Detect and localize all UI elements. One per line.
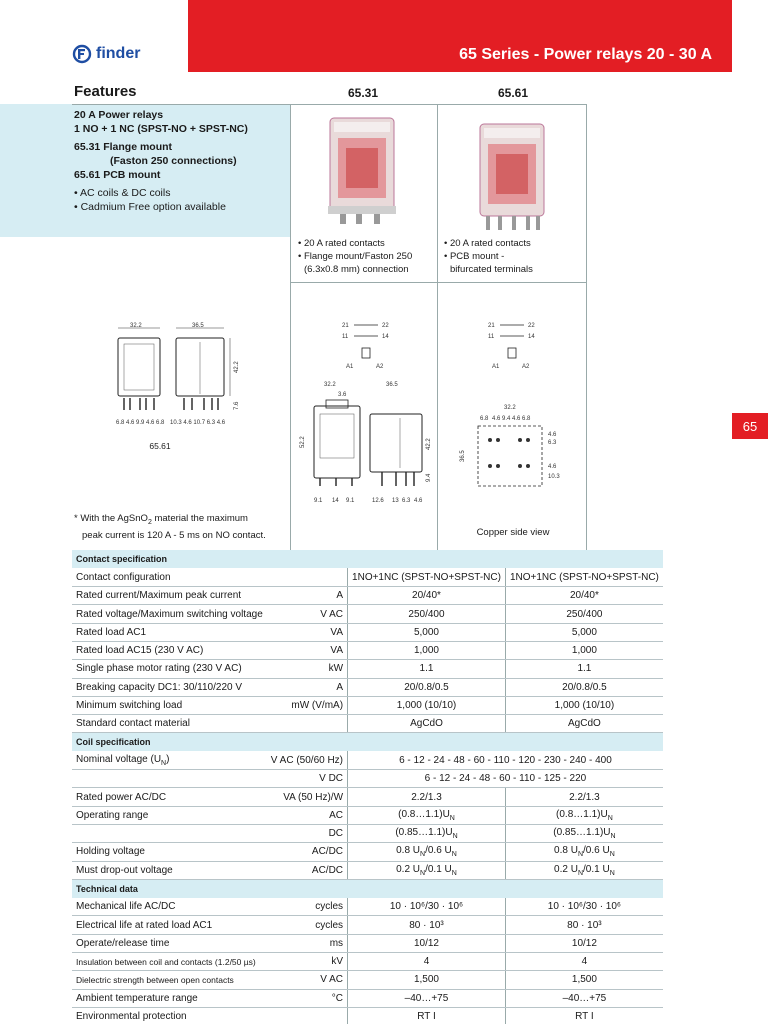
dim-label: 42.2 — [234, 361, 240, 373]
value-6561: 10 · 10⁶/30 · 10⁶ — [505, 898, 662, 916]
features-text — [74, 108, 248, 214]
value-both: 6 - 12 - 24 - 48 - 60 - 110 - 120 - 230 - 240 - 400 — [348, 751, 663, 769]
dim-label: 12.6 — [372, 498, 384, 504]
table-row — [72, 1007, 663, 1024]
value-6561: 0.2 $U_N/0.1$ $U_N$ — [505, 861, 662, 879]
dim-label: 4.6 — [548, 464, 557, 470]
value-6531: 20/0.8/0.5 — [348, 678, 506, 696]
row-label: Contact configuration — [72, 568, 267, 586]
row-unit: ms — [267, 934, 348, 952]
value-6531: $(0.8\dots 1.1)U_N$ — [348, 806, 506, 824]
row-unit: °C — [267, 989, 348, 1007]
section-tab: 65 — [732, 413, 768, 439]
dim-label: 52.2 — [300, 436, 306, 448]
table-row — [72, 641, 663, 659]
feature-line: 65.31 Flange mount — [74, 141, 173, 153]
row-unit: A — [267, 587, 348, 605]
row-label — [72, 824, 267, 842]
row-unit: VA — [267, 641, 348, 659]
terminal-label: 22 — [528, 323, 535, 329]
dim-label: 13 — [392, 498, 399, 504]
value-6561: 1,000 (10/10) — [505, 696, 662, 714]
brand-name: finder — [96, 45, 141, 62]
row-label: Insulation between coil and contacts (1.2/50 µs) — [72, 953, 267, 971]
table-row — [72, 989, 663, 1007]
footnote — [74, 512, 266, 542]
value-6531: 0.8 $U_N/0.6$ $U_N$ — [348, 843, 506, 861]
dim-label: 10.3 4.6 10.7 6.3 4.6 — [170, 420, 226, 426]
row-label: Operate/release time — [72, 934, 267, 952]
footnote-line-2: peak current is 120 A - 5 ms on NO contact. — [82, 529, 266, 541]
value-6531: 1,000 — [348, 641, 506, 659]
finder-logo-icon — [72, 44, 92, 64]
value-6561: 1NO+1NC (SPST-NO+SPST-NC) — [505, 568, 662, 586]
divider — [290, 282, 586, 283]
table-row — [72, 971, 663, 989]
value-6531: 1,000 (10/10) — [348, 696, 506, 714]
row-label: Rated voltage/Maximum switching voltage — [72, 605, 267, 623]
bullet: • Flange mount/Faston 250 — [298, 251, 413, 262]
row-label: Operating range — [72, 806, 267, 824]
bullet: • 20 A rated contacts — [298, 238, 385, 249]
row-unit: DC — [267, 824, 348, 842]
dim-label: 4.6 — [492, 416, 501, 422]
row-unit: V AC — [267, 971, 348, 989]
feature-bullet: • Cadmium Free option available — [74, 201, 226, 213]
row-label: Holding voltage — [72, 843, 267, 861]
value-6561: $(0.85\dots 1.1)U_N$ — [505, 824, 662, 842]
row-unit — [267, 568, 348, 586]
section-header: Coil specification — [72, 733, 663, 751]
row-label: Rated power AC/DC — [72, 788, 267, 806]
drawing-copper-side — [450, 400, 580, 495]
divider — [290, 104, 291, 550]
row-unit: VA — [267, 623, 348, 641]
row-label: Breaking capacity DC1: 30/110/220 V — [72, 678, 267, 696]
value-6561: 4 — [505, 953, 662, 971]
row-label: Standard contact material — [72, 715, 267, 733]
row-label: Rated current/Maximum peak current — [72, 587, 267, 605]
row-unit: AC/DC — [267, 861, 348, 879]
dim-label: 6.3 — [402, 498, 411, 504]
col1-title: 65.31 — [347, 86, 379, 100]
dim-label: 14 — [332, 498, 339, 504]
value-6531: 10 · 10⁶/30 · 10⁶ — [348, 898, 506, 916]
value-6531: 2.2/1.3 — [348, 788, 506, 806]
table-row — [72, 953, 663, 971]
row-unit: cycles — [267, 916, 348, 934]
row-label: Single phase motor rating (230 V AC) — [72, 660, 267, 678]
row-label: Mechanical life AC/DC — [72, 898, 267, 916]
dim-label: 7.6 — [234, 401, 240, 410]
feature-line: 20 A Power relays — [74, 109, 164, 121]
feature-line: 65.61 PCB mount — [74, 169, 161, 181]
terminal-label: A2 — [522, 364, 530, 370]
terminal-label: 14 — [382, 334, 389, 340]
terminal-label: 21 — [342, 323, 349, 329]
terminal-label: A1 — [346, 364, 354, 370]
value-6561: 2.2/1.3 — [505, 788, 662, 806]
divider — [437, 104, 438, 550]
bullet: • 20 A rated contacts — [444, 238, 531, 249]
terminal-label: A1 — [492, 364, 500, 370]
dim-label: 6.8 4.6 9.9 4.6 6.8 — [116, 420, 165, 426]
table-row — [72, 934, 663, 952]
section-header-row — [72, 550, 663, 568]
row-label: Rated load AC15 (230 V AC) — [72, 641, 267, 659]
value-6561: RT I — [505, 1007, 662, 1024]
table-row — [72, 916, 663, 934]
terminal-label: 22 — [382, 323, 389, 329]
row-unit: V AC — [267, 605, 348, 623]
terminal-label: 11 — [488, 334, 495, 340]
value-6531: 1,500 — [348, 971, 506, 989]
row-label: Rated load AC1 — [72, 623, 267, 641]
dim-label: 9.4 — [426, 473, 432, 482]
divider — [72, 104, 586, 105]
value-6561: 250/400 — [505, 605, 662, 623]
page-title: 65 Series - Power relays 20 - 30 A — [459, 46, 712, 63]
value-6531: 20/40* — [348, 587, 506, 605]
value-6561: 5,000 — [505, 623, 662, 641]
value-6531: 4 — [348, 953, 506, 971]
row-unit: mW (V/mA) — [267, 696, 348, 714]
dim-label: 6.8 — [522, 416, 531, 422]
copper-side-label: Copper side view — [476, 527, 550, 538]
row-unit: cycles — [267, 898, 348, 916]
table-row — [72, 605, 663, 623]
spec-table — [72, 550, 663, 1024]
value-6531: $(0.85\dots 1.1)U_N$ — [348, 824, 506, 842]
row-unit: V DC — [267, 770, 348, 788]
table-row — [72, 843, 663, 861]
row-label: Nominal voltage $(U_N)$ — [72, 751, 267, 769]
dim-label: 32.2 — [130, 323, 142, 329]
value-6561: –40…+75 — [505, 989, 662, 1007]
row-unit: kV — [267, 953, 348, 971]
row-unit: AC/DC — [267, 843, 348, 861]
terminal-label: 21 — [488, 323, 495, 329]
col1-bullets — [298, 237, 412, 276]
dim-label: 6.3 — [548, 440, 557, 446]
row-unit: kW — [267, 660, 348, 678]
table-row — [72, 861, 663, 879]
value-6561: $(0.8\dots 1.1)U_N$ — [505, 806, 662, 824]
table-row — [72, 898, 663, 916]
dim-label: 9.4 — [502, 416, 511, 422]
value-6561: 1,500 — [505, 971, 662, 989]
row-label: Environmental protection — [72, 1007, 267, 1024]
bullet: • PCB mount - — [444, 251, 505, 262]
value-6561: 1,000 — [505, 641, 662, 659]
dim-label: 9.1 — [314, 498, 323, 504]
contact-schematic-6561 — [476, 318, 556, 370]
value-6561: 20/0.8/0.5 — [505, 678, 662, 696]
row-unit: VA (50 Hz)/W — [267, 788, 348, 806]
terminal-label: 14 — [528, 334, 535, 340]
dim-label: 36.5 — [386, 382, 398, 388]
value-6531: AgCdO — [348, 715, 506, 733]
row-label: Dielectric strength between open contacts — [72, 971, 267, 989]
drawing-6531-outline — [296, 378, 436, 508]
relay-photo-6531 — [320, 108, 404, 228]
value-6531: 10/12 — [348, 934, 506, 952]
dim-label: 32.2 — [324, 382, 336, 388]
table-row — [72, 715, 663, 733]
dim-label: 4.6 — [414, 498, 423, 504]
row-unit — [267, 715, 348, 733]
feature-line: (Faston 250 connections) — [110, 155, 237, 167]
table-row — [72, 587, 663, 605]
row-unit: V AC (50/60 Hz) — [267, 751, 348, 769]
value-6531: 1.1 — [348, 660, 506, 678]
dim-label: 10.3 — [548, 474, 560, 480]
value-6531: 5,000 — [348, 623, 506, 641]
table-row — [72, 678, 663, 696]
dim-label: 36.5 — [460, 450, 466, 462]
section-header-row — [72, 879, 663, 897]
dim-label: 6.8 — [480, 416, 489, 422]
dim-label: 4.6 — [548, 432, 557, 438]
table-row — [72, 568, 663, 586]
value-6531: –40…+75 — [348, 989, 506, 1007]
value-6561: 0.8 $U_N/0.6$ $U_N$ — [505, 843, 662, 861]
row-label: Ambient temperature range — [72, 989, 267, 1007]
row-unit — [267, 1007, 348, 1024]
footnote-line-1: * With the AgSnO$_2$ material the maximum — [74, 513, 248, 526]
value-6531: 0.2 $U_N/0.1$ $U_N$ — [348, 861, 506, 879]
table-row — [72, 806, 663, 824]
value-6531: 250/400 — [348, 605, 506, 623]
value-6561: 1.1 — [505, 660, 662, 678]
table-row — [72, 751, 663, 769]
feature-line: 1 NO + 1 NC (SPST-NO + SPST-NC) — [74, 123, 248, 135]
col2-title: 65.61 — [497, 86, 529, 100]
section-header-row — [72, 733, 663, 751]
value-6561: 80 · 10³ — [505, 916, 662, 934]
row-label: Must drop-out voltage — [72, 861, 267, 879]
terminal-label: 11 — [342, 334, 349, 340]
table-row — [72, 770, 663, 788]
brand-logo — [72, 44, 140, 64]
row-label: Minimum switching load — [72, 696, 267, 714]
feature-bullet: • AC coils & DC coils — [74, 187, 171, 199]
value-both: 6 - 12 - 24 - 48 - 60 - 110 - 125 - 220 — [348, 770, 663, 788]
table-row — [72, 788, 663, 806]
row-label — [72, 770, 267, 788]
divider — [586, 104, 587, 550]
drawing-6561-outline — [100, 318, 270, 430]
dim-label: 32.2 — [504, 405, 516, 411]
figure-caption: 65.61 — [149, 441, 171, 451]
table-row — [72, 623, 663, 641]
row-unit: A — [267, 678, 348, 696]
value-6531: 80 · 10³ — [348, 916, 506, 934]
features-title: Features — [74, 83, 137, 100]
bullet: (6.3x0.8 mm) connection — [304, 264, 409, 275]
relay-photo-6561 — [470, 118, 554, 238]
table-row — [72, 824, 663, 842]
dim-label: 42.2 — [426, 438, 432, 450]
row-unit: AC — [267, 806, 348, 824]
section-header: Technical data — [72, 879, 663, 897]
row-label: Electrical life at rated load AC1 — [72, 916, 267, 934]
terminal-label: A2 — [376, 364, 384, 370]
bullet: bifurcated terminals — [450, 264, 533, 275]
table-row — [72, 660, 663, 678]
value-6531: 1NO+1NC (SPST-NO+SPST-NC) — [348, 568, 506, 586]
dim-label: 3.6 — [338, 392, 347, 398]
table-row — [72, 696, 663, 714]
dim-label: 9.1 — [346, 498, 355, 504]
value-6561: 10/12 — [505, 934, 662, 952]
value-6561: 20/40* — [505, 587, 662, 605]
col2-bullets — [444, 237, 533, 276]
value-6561: AgCdO — [505, 715, 662, 733]
value-6531: RT I — [348, 1007, 506, 1024]
dim-label: 36.5 — [192, 323, 204, 329]
contact-schematic-6531 — [330, 318, 410, 370]
section-header: Contact specification — [72, 550, 663, 568]
dim-label: 4.6 — [512, 416, 521, 422]
